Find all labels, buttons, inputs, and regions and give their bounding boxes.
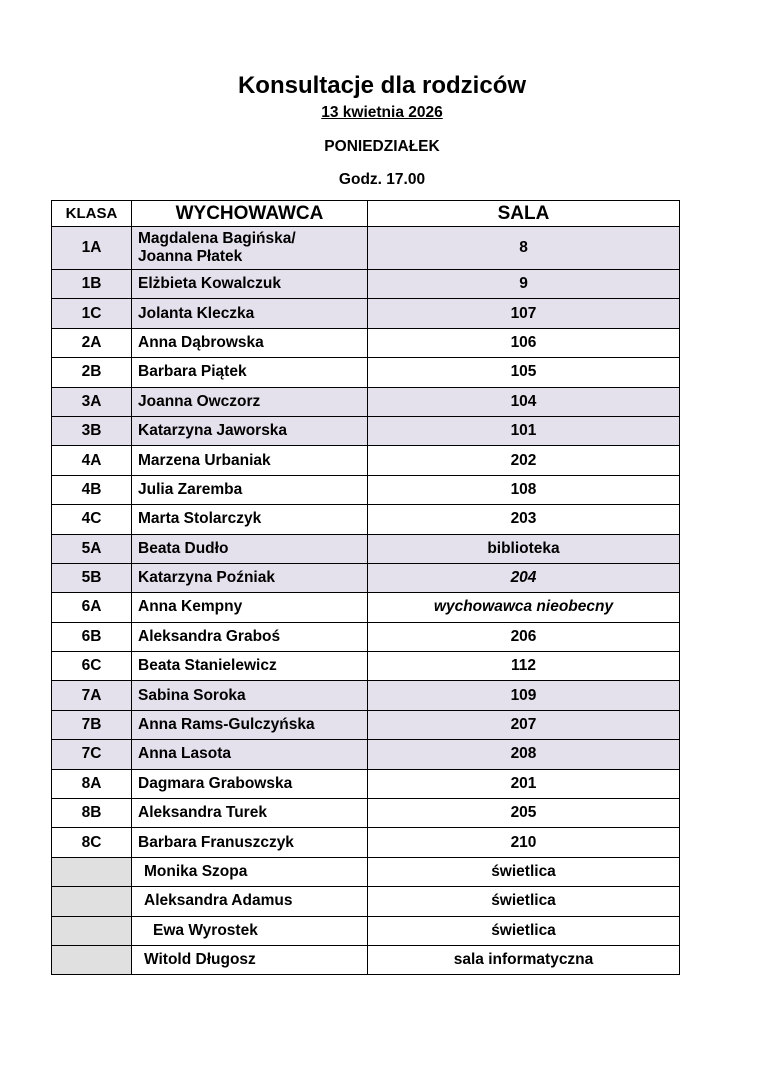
row-klasa: 6B: [52, 622, 132, 651]
row-klasa: 7C: [52, 740, 132, 769]
row-wychowawca: Katarzyna Poźniak: [132, 563, 368, 592]
table-header-row: [52, 201, 680, 227]
row-sala: 205: [368, 799, 680, 828]
row-wychowawca: Katarzyna Jaworska: [132, 416, 368, 445]
row-sala: 208: [368, 740, 680, 769]
date-text: 13 kwietnia 2026: [321, 104, 443, 121]
row-wychowawca: Anna Rams-Gulczyńska: [132, 710, 368, 739]
row-klasa: 8B: [52, 799, 132, 828]
row-klasa: 2B: [52, 358, 132, 387]
table-row: [52, 227, 680, 270]
row-wychowawca: Marta Stolarczyk: [132, 505, 368, 534]
table-row: [52, 828, 680, 857]
row-klasa: 7B: [52, 710, 132, 739]
row-sala: świetlica: [368, 857, 680, 886]
document-title: Konsultacje dla rodziców: [237, 72, 527, 99]
row-wychowawca-line2: Joanna Płatek: [138, 248, 243, 265]
row-sala: 206: [368, 622, 680, 651]
table-row: [52, 534, 680, 563]
table-row: [52, 475, 680, 504]
row-sala: 204: [368, 563, 680, 592]
row-wychowawca: Aleksandra Graboś: [132, 622, 368, 651]
row-sala: 202: [368, 446, 680, 475]
row-sala: 8: [368, 227, 680, 270]
row-wychowawca: Ewa Wyrostek: [132, 916, 368, 945]
document-day: PONIEDZIAŁEK: [324, 138, 440, 155]
row-klasa: 1B: [52, 270, 132, 299]
table-row: [52, 299, 680, 328]
row-klasa: 5A: [52, 534, 132, 563]
row-klasa: 1A: [52, 227, 132, 270]
row-klasa: 8A: [52, 769, 132, 798]
document-date: [0, 104, 764, 122]
row-klasa-empty: [52, 857, 132, 886]
row-sala: 105: [368, 358, 680, 387]
row-klasa-empty: [52, 916, 132, 945]
table-row: [52, 358, 680, 387]
row-sala: 210: [368, 828, 680, 857]
table-row: [52, 563, 680, 592]
table-row: [52, 740, 680, 769]
row-sala: 101: [368, 416, 680, 445]
row-klasa: 5B: [52, 563, 132, 592]
row-klasa: 1C: [52, 299, 132, 328]
row-klasa: 8C: [52, 828, 132, 857]
table-row: [52, 887, 680, 916]
table-row: [52, 328, 680, 357]
row-sala: 112: [368, 652, 680, 681]
table-row: [52, 769, 680, 798]
row-wychowawca: Jolanta Kleczka: [132, 299, 368, 328]
table-row: [52, 652, 680, 681]
table-row: [52, 622, 680, 651]
document-hour: Godz. 17.00: [338, 171, 426, 188]
table-row: [52, 799, 680, 828]
row-klasa: 7A: [52, 681, 132, 710]
row-sala: biblioteka: [368, 534, 680, 563]
row-sala: 107: [368, 299, 680, 328]
row-klasa: 2A: [52, 328, 132, 357]
row-klasa: 3B: [52, 416, 132, 445]
row-wychowawca: Monika Szopa: [132, 857, 368, 886]
row-sala: 9: [368, 270, 680, 299]
table-row: [52, 446, 680, 475]
table-row: [52, 681, 680, 710]
table-row: [52, 270, 680, 299]
row-sala: 109: [368, 681, 680, 710]
row-wychowawca: Marzena Urbaniak: [132, 446, 368, 475]
row-wychowawca: Dagmara Grabowska: [132, 769, 368, 798]
row-wychowawca: Beata Dudło: [132, 534, 368, 563]
table-row: [52, 387, 680, 416]
table-row: [52, 945, 680, 974]
row-wychowawca: Barbara Franuszczyk: [132, 828, 368, 857]
row-wychowawca: Anna Lasota: [132, 740, 368, 769]
row-wychowawca: Barbara Piątek: [132, 358, 368, 387]
consultation-table: [51, 200, 680, 975]
table-row: [52, 916, 680, 945]
row-klasa-empty: [52, 945, 132, 974]
row-wychowawca: Elżbieta Kowalczuk: [132, 270, 368, 299]
row-wychowawca: Sabina Soroka: [132, 681, 368, 710]
row-wychowawca: Witold Długosz: [132, 945, 368, 974]
row-klasa: 3A: [52, 387, 132, 416]
row-wychowawca: Anna Dąbrowska: [132, 328, 368, 357]
row-wychowawca: Julia Zaremba: [132, 475, 368, 504]
row-wychowawca: Aleksandra Adamus: [132, 887, 368, 916]
table-row: [52, 593, 680, 622]
row-sala: 104: [368, 387, 680, 416]
row-klasa: 6C: [52, 652, 132, 681]
header-sala: SALA: [368, 201, 680, 227]
row-sala: wychowawca nieobecny: [368, 593, 680, 622]
row-sala: 106: [368, 328, 680, 357]
table-row: [52, 710, 680, 739]
row-klasa: 6A: [52, 593, 132, 622]
header-wychowawca: WYCHOWAWCA: [132, 201, 368, 227]
row-wychowawca: Beata Stanielewicz: [132, 652, 368, 681]
table-row: [52, 416, 680, 445]
row-klasa: 4B: [52, 475, 132, 504]
header-klasa: KLASA: [52, 201, 132, 227]
row-sala: świetlica: [368, 887, 680, 916]
row-wychowawca: Anna Kempny: [132, 593, 368, 622]
row-sala: 201: [368, 769, 680, 798]
table-row: [52, 857, 680, 886]
row-wychowawca: Aleksandra Turek: [132, 799, 368, 828]
row-sala: 108: [368, 475, 680, 504]
row-sala: 203: [368, 505, 680, 534]
row-sala: sala informatyczna: [368, 945, 680, 974]
row-sala: świetlica: [368, 916, 680, 945]
row-wychowawca-line1: Magdalena Bagińska/: [138, 230, 296, 247]
row-sala: 207: [368, 710, 680, 739]
row-wychowawca: Joanna Owczorz: [132, 387, 368, 416]
row-klasa-empty: [52, 887, 132, 916]
table-row: [52, 505, 680, 534]
row-klasa: 4A: [52, 446, 132, 475]
row-klasa: 4C: [52, 505, 132, 534]
row-wychowawca: [132, 227, 368, 270]
